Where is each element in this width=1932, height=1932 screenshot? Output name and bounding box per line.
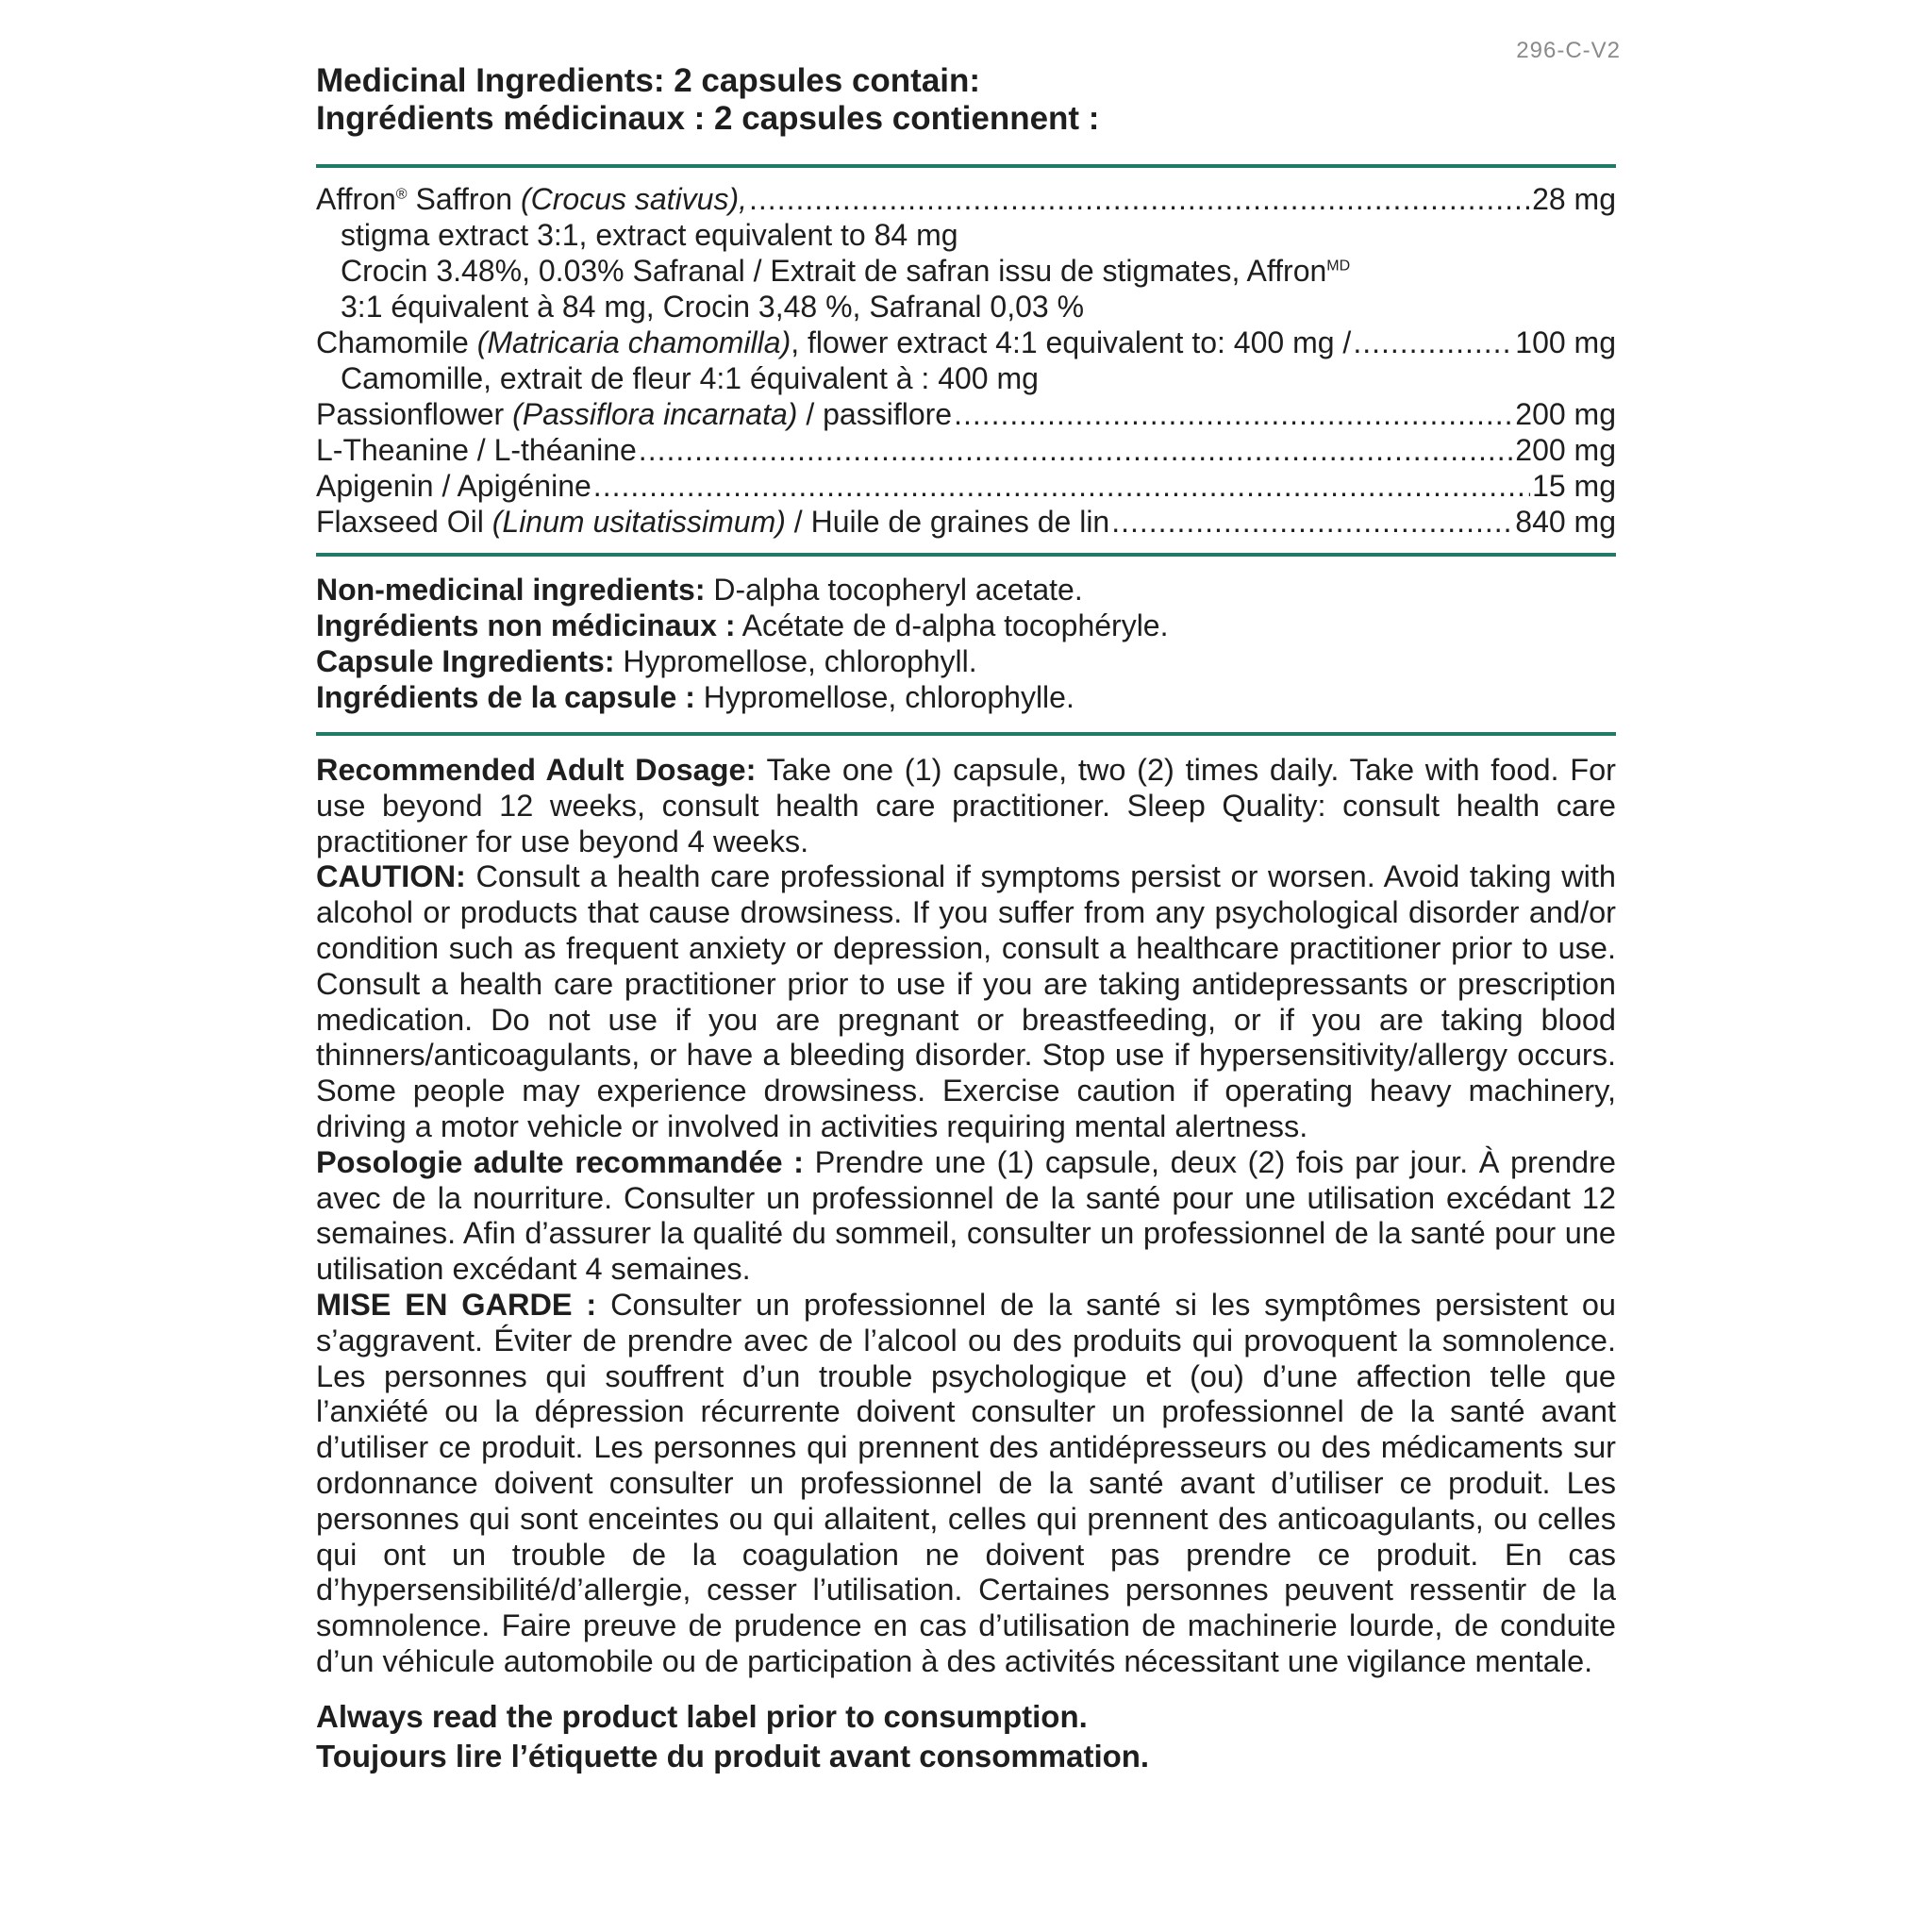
ingredient-amount: 100 mg xyxy=(1515,325,1616,359)
label-panel xyxy=(316,62,1616,1776)
ingredient-row xyxy=(316,396,1616,432)
non-medicinal-line: Ingrédients non médicinaux : Acétate de d-alpha tocophéryle. xyxy=(316,608,1169,642)
footer-fr: Toujours lire l’étiquette du produit avant consommation. xyxy=(316,1738,1150,1774)
ingredient-list xyxy=(316,181,1616,540)
non-medicinal-line: Non-medicinal ingredients: D-alpha tocopheryl acetate. xyxy=(316,573,1083,607)
ingredient-detail: stigma extract 3:1, extract equivalent to 84 mg xyxy=(341,218,958,252)
footer-en: Always read the product label prior to consumption. xyxy=(316,1698,1088,1734)
ingredient-name: Chamomile (Matricaria chamomilla), flower extract 4:1 equivalent to: 400 mg / xyxy=(316,325,1352,359)
divider-rule xyxy=(316,164,1616,168)
ingredient-row xyxy=(316,468,1616,504)
ingredient-name: Flaxseed Oil (Linum usitatissimum) / Huile de graines de lin xyxy=(316,505,1110,539)
ingredient-detail: Crocin 3.48%, 0.03% Safranal / Extrait de safran issu de stigmates, Affron$^{MD}$ xyxy=(341,254,1351,288)
ingredient-name: Apigenin / Apigénine xyxy=(316,469,591,503)
ingredient-amount: 200 mg xyxy=(1515,433,1616,467)
ingredient-amount: 840 mg xyxy=(1515,505,1616,539)
capsule-ingredients-line: Capsule Ingredients: Hypromellose, chlorophyll. xyxy=(316,644,977,678)
leader-dots xyxy=(749,181,1530,217)
capsule-ingredients-line: Ingrédients de la capsule : Hypromellose, chlorophylle. xyxy=(316,680,1074,714)
dosage-en: Recommended Adult Dosage: Take one (1) capsule, two (2) times daily. Take with food. For use beyond 12 weeks, consult health care practitioner. Sleep Quality: consult health care practitioner for use beyond 4 weeks. xyxy=(316,753,1617,858)
directions-section xyxy=(316,753,1616,1680)
medicinal-heading-en: Medicinal Ingredients: 2 capsules contain: xyxy=(316,62,981,99)
leader-dots xyxy=(1353,325,1513,360)
ingredient-row xyxy=(316,432,1616,468)
ingredient-name: Passionflower (Passiflora incarnata) / passiflore xyxy=(316,397,953,431)
leader-dots xyxy=(639,432,1513,468)
ingredient-detail: 3:1 équivalent à 84 mg, Crocin 3,48 %, Safranal 0,03 % xyxy=(341,290,1085,324)
leader-dots xyxy=(1111,504,1513,540)
divider-rule xyxy=(316,732,1616,736)
ingredient-row xyxy=(316,504,1616,540)
ingredient-row xyxy=(316,325,1616,360)
medicinal-heading-fr: Ingrédients médicinaux : 2 capsules contiennent : xyxy=(316,100,1100,137)
caution-en: CAUTION: Consult a health care professional if symptoms persist or worsen. Avoid taking with alcohol or products that cause drowsiness. If you suffer from any psychological disorder and/or condition such as frequent anxiety or depression, consult a healthcare practitioner prior to use. Consult a health care practitioner prior to use if you are taking antidepressants or prescription medication. Do not use if you are pregnant or breastfeeding, or if you are taking blood thinners/anticoagulants, or have a bleeding disorder. Stop use if hypersensitivity/allergy occurs. Some people may experience drowsiness. Exercise caution if operating heavy machinery, driving a motor vehicle or involved in activities requiring mental alertness. xyxy=(316,859,1616,1143)
divider-rule xyxy=(316,553,1616,557)
ingredient-amount: 200 mg xyxy=(1515,397,1616,431)
non-medicinal-section xyxy=(316,572,1616,715)
ingredient-name: L-Theanine / L-théanine xyxy=(316,433,637,467)
ingredient-amount: 15 mg xyxy=(1532,469,1616,503)
ingredient-row xyxy=(316,181,1616,217)
ingredient-detail: Camomille, extrait de fleur 4:1 équivalent à : 400 mg xyxy=(341,361,1039,395)
leader-dots xyxy=(593,468,1530,504)
leader-dots xyxy=(954,396,1513,432)
label-code: 296-C-V2 xyxy=(1516,38,1621,63)
ingredient-name: Affron® Saffron (Crocus sativus), xyxy=(316,182,748,216)
dosage-fr: Posologie adulte recommandée : Prendre une (1) capsule, deux (2) fois par jour. À prendre avec de la nourriture. Consulter un professionnel de la santé pour une utilisation excédant 12 semaines. Afin d’assurer la qualité du sommeil, consulter un professionnel de la santé pour une utilisation excédant 4 semaines. xyxy=(316,1144,1616,1287)
footer-notice xyxy=(316,1697,1616,1776)
caution-fr: MISE EN GARDE : Consulter un professionnel de la santé si les symptômes persistent ou s’aggravent. Éviter de prendre avec de l’alcool ou des produits qui provoquent la somnolence. Les personnes qui souffrent d’un trouble psychologique et (ou) d’une affection telle que l’anxiété ou la dépression récurrente doivent consulter un professionnel de la santé avant d’utiliser ce produit. Les personnes qui prennent des antidépresseurs ou des médicaments sur ordonnance doivent consulter un professionnel de la santé avant d’utiliser ce produit. Les personnes qui sont enceintes ou qui allaitent, celles qui prennent des anticoagulants, ou celles qui ont un trouble de la coagulation ne doivent pas prendre ce produit. En cas d’hypersensibilité/d’allergie, cesser l’utilisation. Certaines personnes peuvent ressentir de la somnolence. Faire preuve de prudence en cas d’utilisation de machinerie lourde, de conduite d’un véhicule automobile ou de participation à des activités nécessitant une vigilance mentale. xyxy=(316,1287,1616,1678)
ingredient-amount: 28 mg xyxy=(1532,182,1616,216)
